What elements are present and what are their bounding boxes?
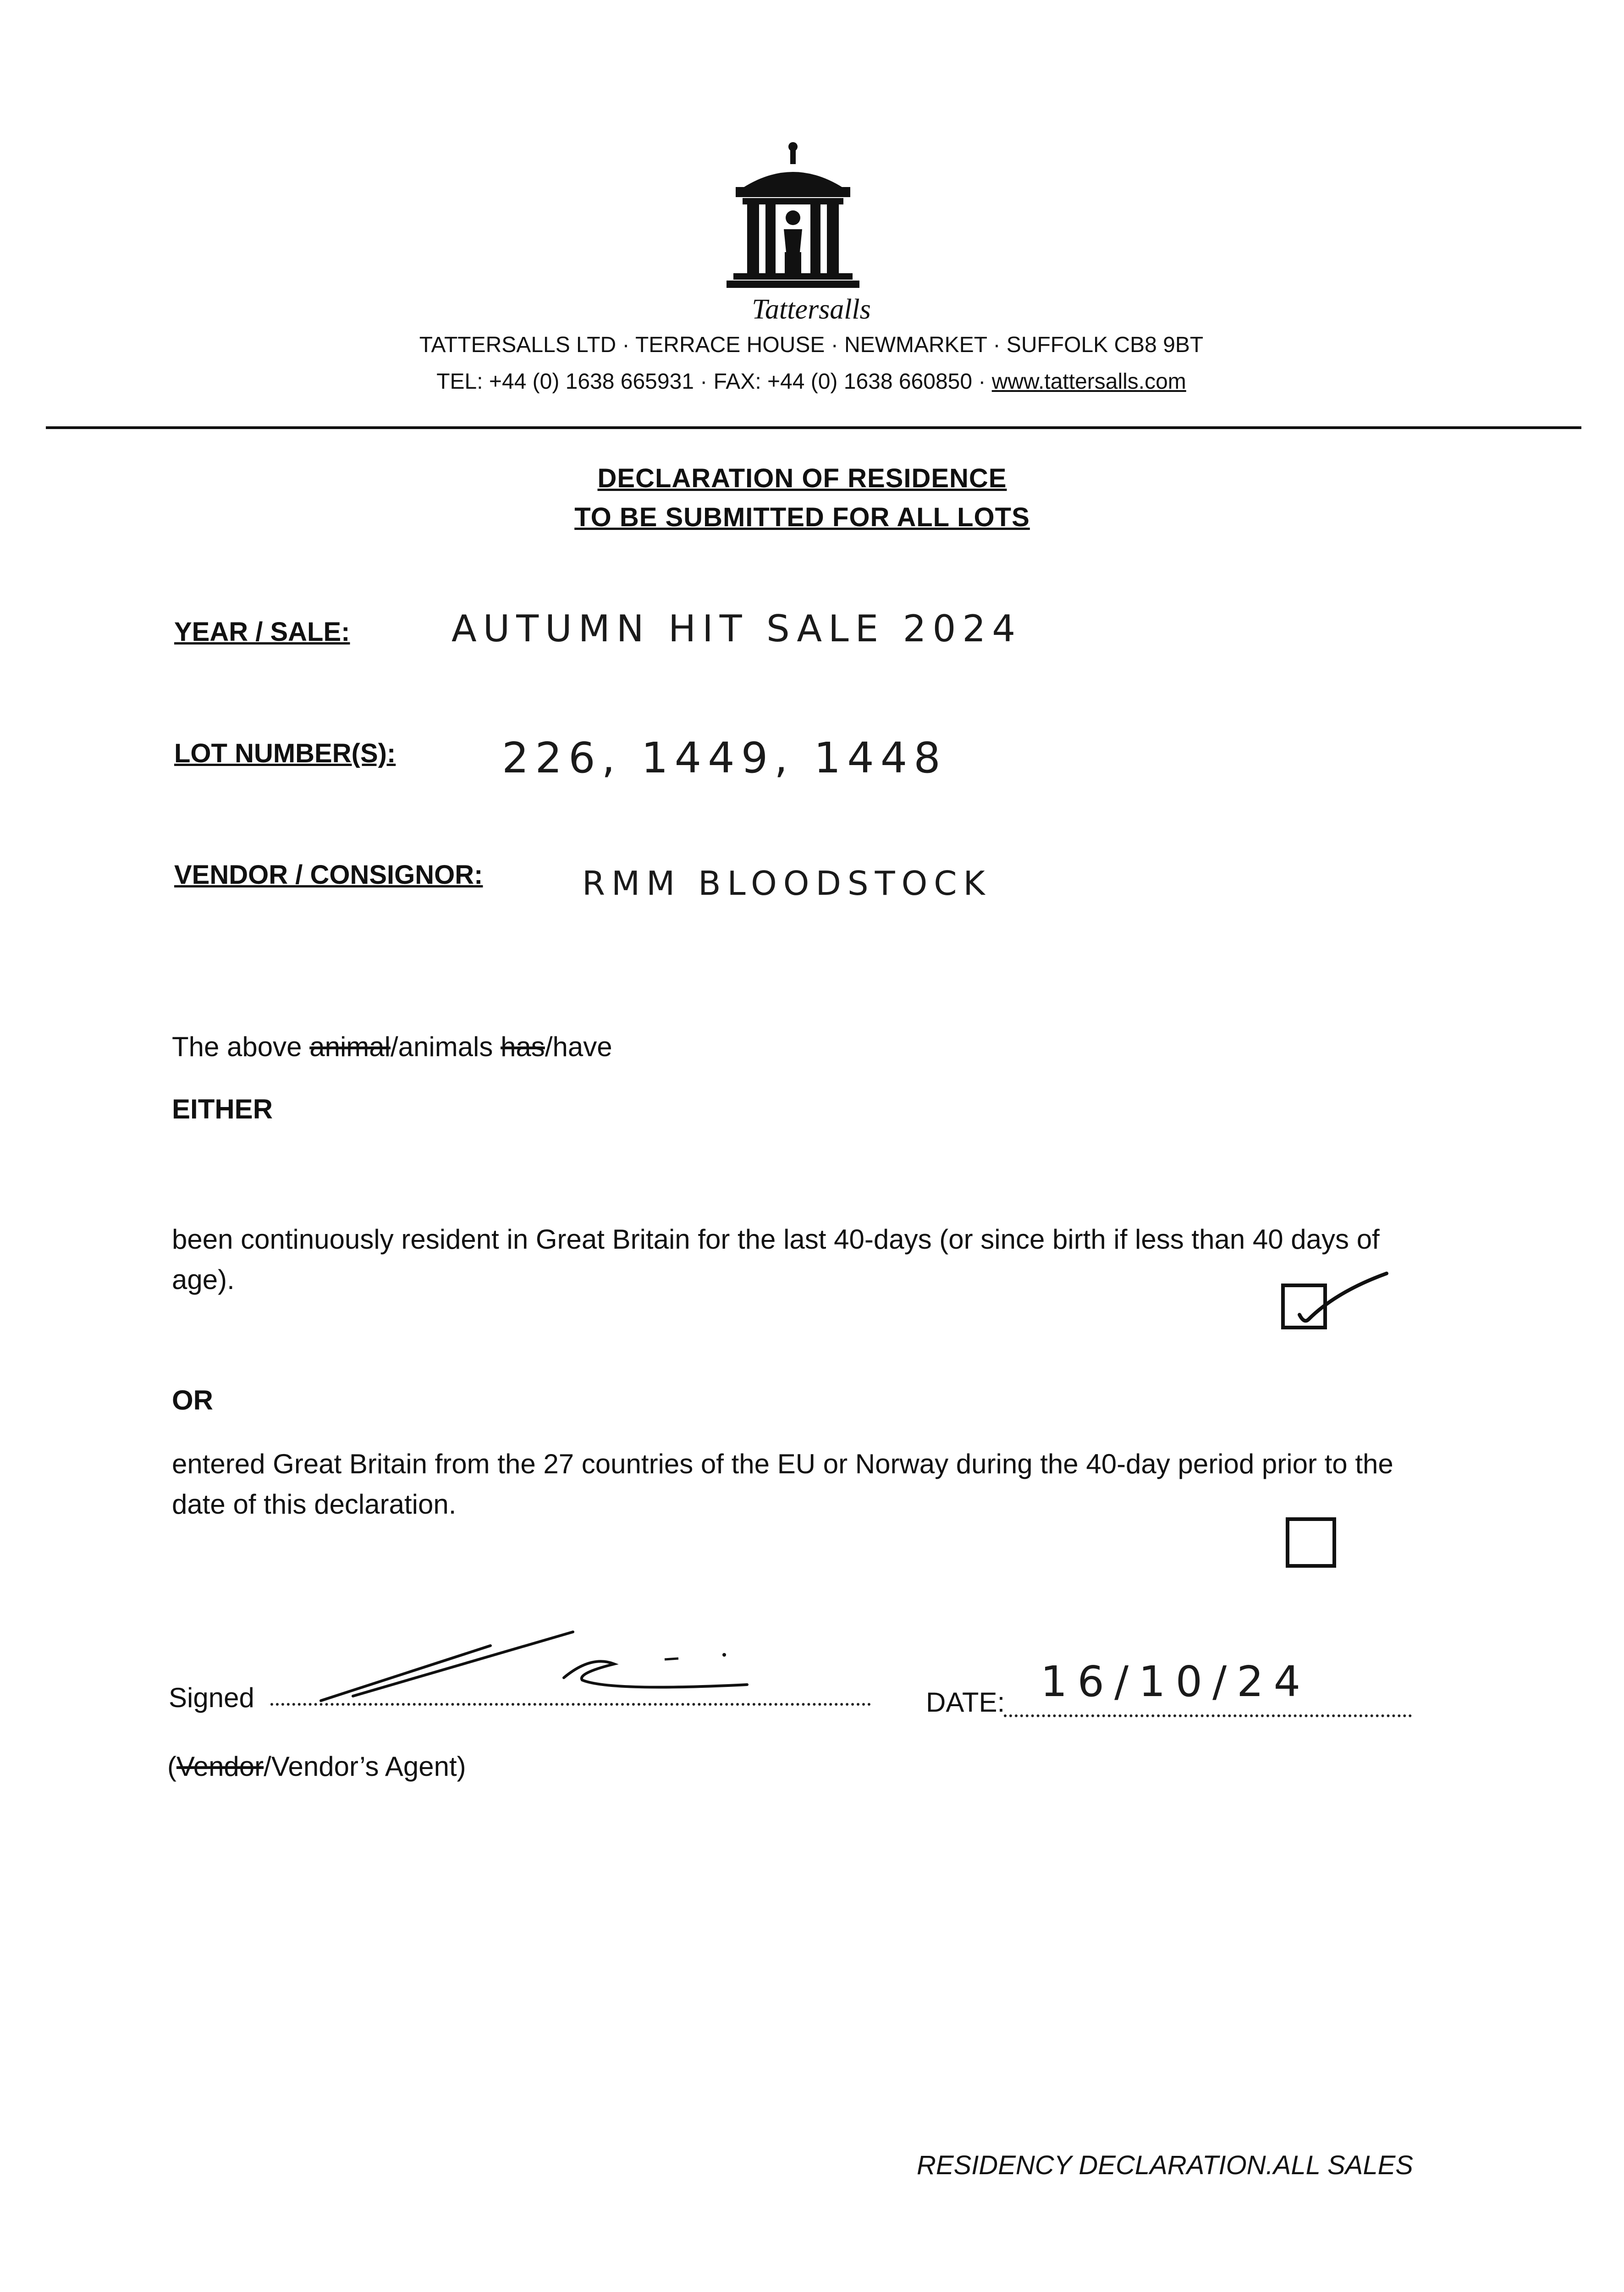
intro-mid: /animals [390, 1031, 501, 1062]
date-value[interactable]: 16/10/24 [1040, 1657, 1311, 1706]
form-name: RESIDENCY DECLARATION.ALL SALES [916, 2150, 1413, 2180]
vendor-value[interactable]: RMM BLOODSTOCK [582, 864, 991, 903]
lot-numbers-value[interactable]: 226, 1449, 1448 [502, 733, 947, 782]
role-open: ( [167, 1751, 176, 1782]
role-rest: /Vendor’s Agent) [264, 1751, 466, 1782]
struck-vendor: Vendor [176, 1751, 264, 1782]
header-divider [46, 426, 1581, 429]
checkmark-icon [1281, 1264, 1419, 1328]
contact-line [138, 369, 1485, 394]
company-address: TATTERSALLS LTD · TERRACE HOUSE · NEWMARKET · SUFFOLK CB8 9BT [419, 333, 1204, 357]
option2-checkbox[interactable] [1286, 1517, 1336, 1568]
struck-has: has [501, 1031, 545, 1062]
year-sale-label: YEAR / SALE: [174, 617, 350, 647]
declaration-intro [172, 1027, 612, 1067]
or-label: OR [172, 1385, 213, 1416]
option1-text: been continuously resident in Great Britain for the last 40-days (or since birth if less than 40 days of age). [172, 1224, 1380, 1295]
tattersalls-logo [715, 138, 871, 293]
either-label: EITHER [172, 1094, 273, 1124]
date-line[interactable] [1004, 1714, 1412, 1717]
tel-fax: TEL: +44 (0) 1638 665931 · FAX: +44 (0) 1638 660850 · [436, 369, 992, 394]
signed-label: Signed [169, 1682, 254, 1713]
intro-suffix: /have [545, 1031, 612, 1062]
website-link[interactable]: www.tattersalls.com [991, 369, 1186, 394]
struck-animal: animal [309, 1031, 391, 1062]
vendor-label: VENDOR / CONSIGNOR: [174, 860, 483, 890]
option2-text: entered Great Britain from the 27 countries of the EU or Norway during the 40-day period prior to the date of this declaration. [172, 1449, 1393, 1520]
document-title: DECLARATION OF RESIDENCE [597, 463, 1007, 493]
intro-prefix: The above [172, 1031, 310, 1062]
date-label: DATE: [926, 1687, 1005, 1718]
document-subtitle: TO BE SUBMITTED FOR ALL LOTS [574, 502, 1030, 532]
lot-numbers-label: LOT NUMBER(S): [174, 738, 396, 768]
year-sale-value[interactable]: AUTUMN HIT SALE 2024 [451, 607, 1022, 650]
option1-checkbox[interactable] [1281, 1284, 1327, 1329]
brand-name: Tattersalls [752, 294, 871, 325]
signature-scribble [316, 1623, 775, 1714]
signer-role [167, 1747, 466, 1787]
